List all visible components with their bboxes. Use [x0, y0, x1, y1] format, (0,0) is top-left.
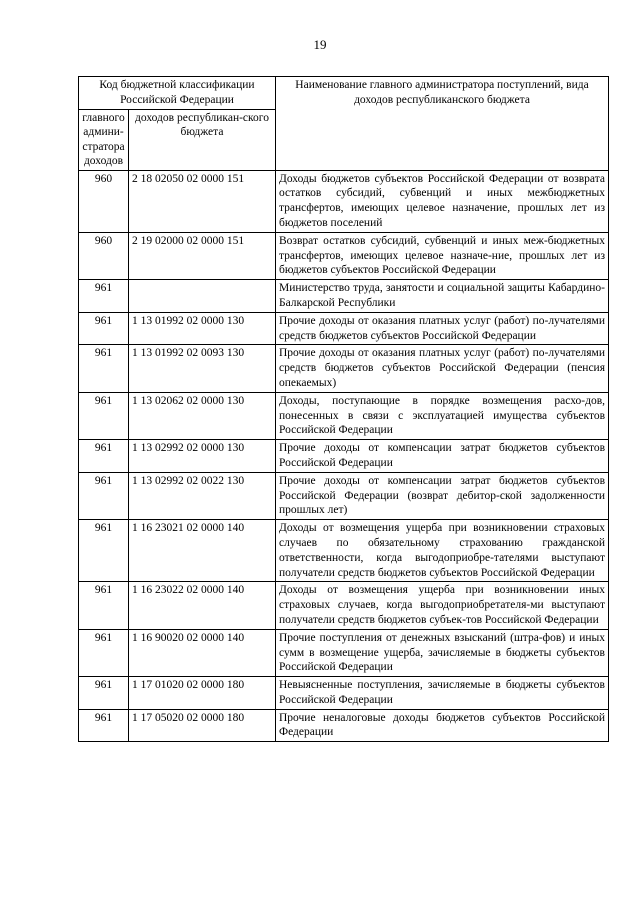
table-row	[79, 440, 609, 473]
admin-code-cell: 961	[79, 312, 129, 345]
page-number: 19	[313, 37, 327, 52]
table-body	[79, 170, 609, 742]
income-name-cell: Прочие неналоговые доходы бюджетов субъектов Российской Федерации	[276, 709, 609, 742]
table-row	[79, 312, 609, 345]
admin-code-cell: 961	[79, 582, 129, 629]
header-name-column: Наименование главного администратора поступлений, вида доходов республиканского бюджета	[276, 77, 609, 171]
header-income-column: доходов республикан-ского бюджета	[129, 109, 276, 170]
income-name-cell: Прочие доходы от оказания платных услуг (работ) по-лучателями средств бюджетов субъектов Российской Федерации (пенсия опекаемых)	[276, 345, 609, 392]
table-row	[79, 345, 609, 392]
admin-code-cell: 961	[79, 280, 129, 313]
income-name-cell: Доходы бюджетов субъектов Российской Федерации от возврата остатков субсидий, субвенций и иных межбюджетных трансфертов, имеющих целевое назначение, прошлых лет из бюджетов поселений	[276, 170, 609, 232]
income-code-cell: 1 13 02062 02 0000 130	[129, 392, 276, 439]
income-code-cell: 1 13 02992 02 0000 130	[129, 440, 276, 473]
income-code-cell: 2 18 02050 02 0000 151	[129, 170, 276, 232]
income-code-cell: 1 17 05020 02 0000 180	[129, 709, 276, 742]
table-row	[79, 472, 609, 519]
table-header-row	[79, 77, 609, 110]
admin-code-cell: 961	[79, 709, 129, 742]
income-code-cell: 1 13 01992 02 0093 130	[129, 345, 276, 392]
table-row	[79, 232, 609, 279]
table-row	[79, 520, 609, 582]
admin-code-cell: 960	[79, 170, 129, 232]
admin-code-cell: 961	[79, 629, 129, 676]
income-code-cell: 1 16 90020 02 0000 140	[129, 629, 276, 676]
income-name-cell: Прочие доходы от компенсации затрат бюджетов субъектов Российской Федерации (возврат дебитор-ской задолженности прошлых лет)	[276, 472, 609, 519]
income-code-cell: 1 13 02992 02 0022 130	[129, 472, 276, 519]
income-name-cell: Министерство труда, занятости и социальной защиты Кабардино-Балкарской Республики	[276, 280, 609, 313]
table-row	[79, 392, 609, 439]
admin-code-cell: 961	[79, 440, 129, 473]
header-code-group: Код бюджетной классификации Российской Федерации	[79, 77, 276, 110]
income-name-cell: Возврат остатков субсидий, субвенций и иных меж-бюджетных трансфертов, имеющих целевое назначе-ние, прошлых лет из бюджетов субъектов Российской Федерации	[276, 232, 609, 279]
income-name-cell: Доходы от возмещения ущерба при возникновении иных страховых случаев, когда выгодоприобретателя-ми выступают получатели средств бюджетов субъек-тов Российской Федерации	[276, 582, 609, 629]
admin-code-cell: 961	[79, 520, 129, 582]
income-code-cell	[129, 280, 276, 313]
table-row	[79, 582, 609, 629]
admin-code-cell: 961	[79, 392, 129, 439]
admin-code-cell: 961	[79, 345, 129, 392]
table-row	[79, 709, 609, 742]
income-name-cell: Прочие доходы от компенсации затрат бюджетов субъектов Российской Федерации	[276, 440, 609, 473]
income-name-cell: Прочие доходы от оказания платных услуг (работ) по-лучателями средств бюджетов субъектов Российской Федерации	[276, 312, 609, 345]
income-code-cell: 1 17 01020 02 0000 180	[129, 677, 276, 710]
table-row	[79, 170, 609, 232]
income-name-cell: Доходы от возмещения ущерба при возникновении страховых случаев по обязательному страхованию гражданской ответственности, когда выгодоприобре-тателями выступают получатели средств бюджетов субъектов Российской Федерации	[276, 520, 609, 582]
admin-code-cell: 961	[79, 472, 129, 519]
header-admin-column: главного админи-стратора доходов	[79, 109, 129, 170]
table-row	[79, 280, 609, 313]
income-code-cell: 2 19 02000 02 0000 151	[129, 232, 276, 279]
income-code-cell: 1 16 23022 02 0000 140	[129, 582, 276, 629]
income-name-cell: Доходы, поступающие в порядке возмещения расхо-дов, понесенных в связи с эксплуатацией имущества субъектов Российской Федерации	[276, 392, 609, 439]
income-code-cell: 1 16 23021 02 0000 140	[129, 520, 276, 582]
income-name-cell: Невыясненные поступления, зачисляемые в бюджеты субъектов Российской Федерации	[276, 677, 609, 710]
budget-classification-table	[78, 76, 609, 742]
table-row	[79, 677, 609, 710]
income-code-cell: 1 13 01992 02 0000 130	[129, 312, 276, 345]
income-name-cell: Прочие поступления от денежных взысканий (штра-фов) и иных сумм в возмещение ущерба, зачисляемые в бюджеты субъектов Российской Федерации	[276, 629, 609, 676]
admin-code-cell: 961	[79, 677, 129, 710]
table-row	[79, 629, 609, 676]
admin-code-cell: 960	[79, 232, 129, 279]
